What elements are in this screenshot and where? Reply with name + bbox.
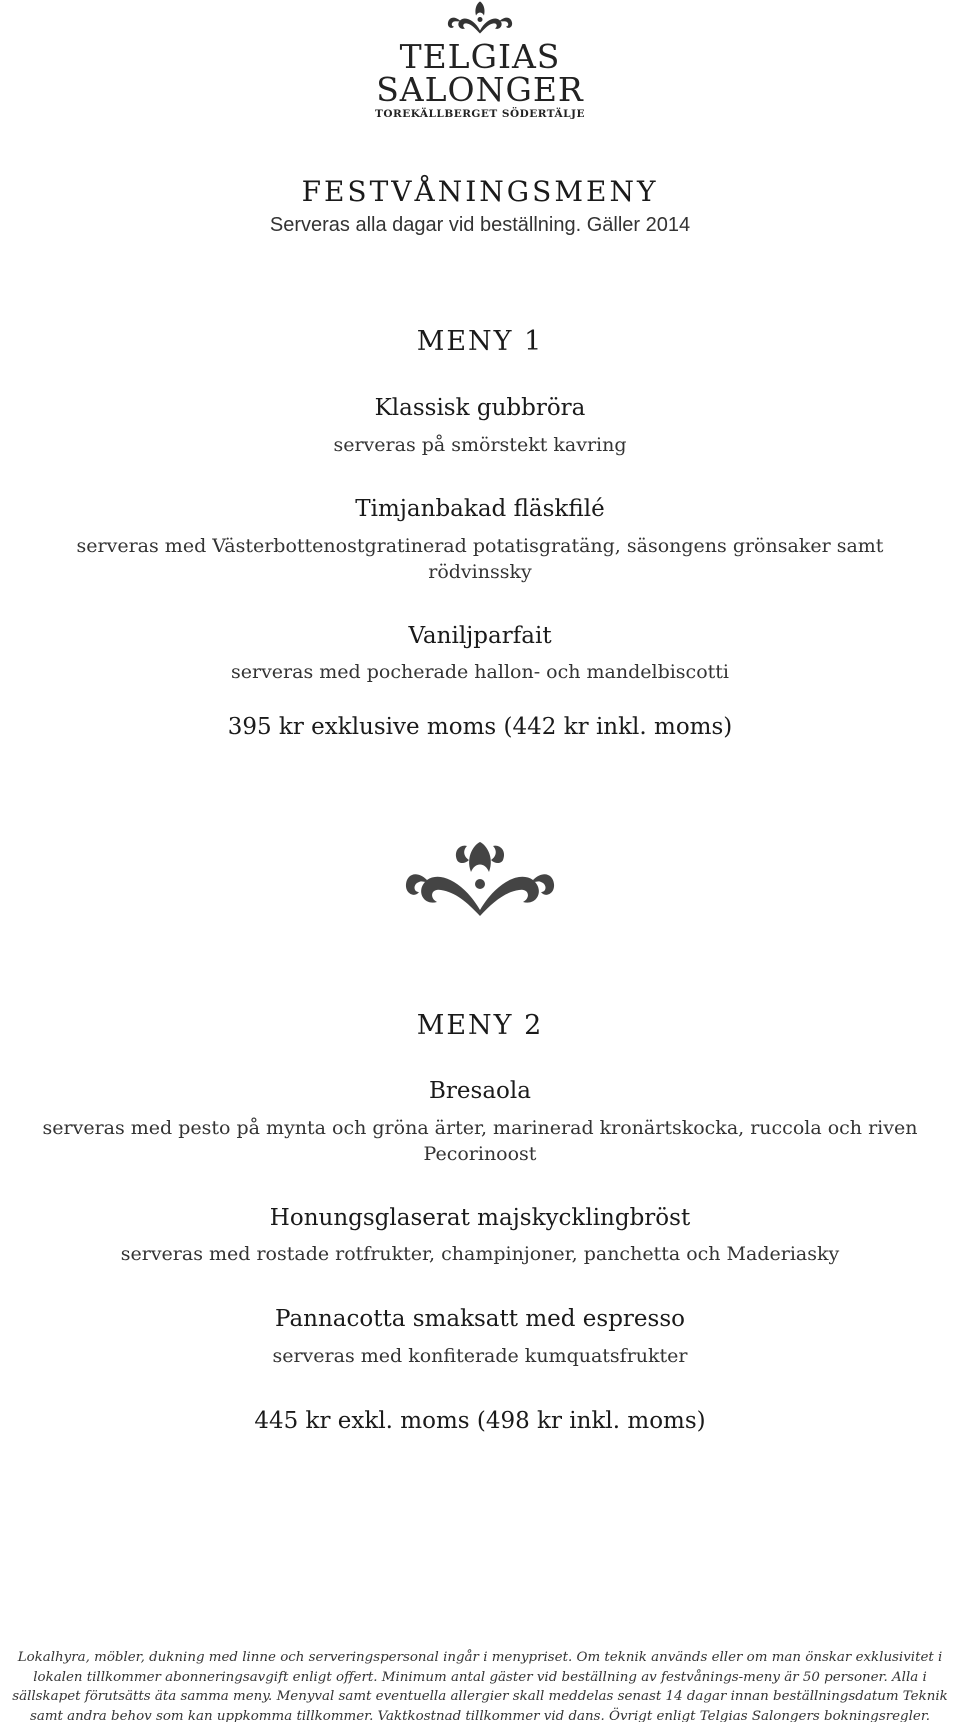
logo-name-line1: TELGIAS: [399, 37, 561, 76]
menu-1-dish-3: Vaniljparfait: [408, 623, 552, 649]
menu-2-desc-1: serveras med pesto på mynta och gröna ärter, marinerad kronärtskocka, ruccola och riven Pecorinoost: [42, 1117, 918, 1165]
flourish-ornament-icon: [445, 0, 515, 36]
menu-1-dish-2: Timjanbakad fläskfilé: [355, 496, 605, 522]
menu-2-dish-3: Pannacotta smaksatt med espresso: [275, 1306, 685, 1332]
logo-name-line2: SALONGER: [376, 70, 584, 109]
menu-2-desc-3: serveras med konfiterade kumquatsfrukter: [272, 1345, 688, 1367]
menu-1-desc-3: serveras med pocherade hallon- och mandelbiscotti: [231, 661, 729, 683]
menu-2-price: 445 kr exkl. moms (498 kr inkl. moms): [254, 1408, 706, 1434]
logo-location: TOREKÄLLBERGET SÖDERTÄLJE: [375, 108, 585, 120]
page-title: FESTVÅNINGSMENY: [301, 175, 659, 208]
menu-1-heading: MENY 1: [416, 326, 544, 357]
menu-2-heading: MENY 2: [416, 1010, 544, 1041]
menu-1-dish-1: Klassisk gubbröra: [374, 395, 586, 421]
footer-terms: Lokalhyra, möbler, dukning med linne och serveringspersonal ingår i menypriset. Om teknik används eller om man önskar exklusivitet i lokalen tillkommer abonneringsavgift enligt offert. Minimum antal gäster vid beställning av festvånings-meny är 50 personer. Alla i sällskapet förutsätts äta samma meny. Menyval samt eventuella allergier skall meddelas senast 14 dagar innan beställningsdatum Teknik samt andra behov som kan uppkomma tillkommer. Vaktkostnad tillkommer vid dans. Övrigt enligt Telgias Salongers bokningsregler.: [12, 1650, 948, 1722]
menu-1-desc-1: serveras på smörstekt kavring: [333, 434, 627, 456]
menu-2-dish-1: Bresaola: [429, 1078, 531, 1104]
menu-2-dish-2: Honungsglaserat majskycklingbröst: [269, 1205, 691, 1231]
menu-2-desc-2: serveras med rostade rotfrukter, champinjoner, panchetta och Maderiasky: [120, 1243, 840, 1265]
flourish-divider-icon: [405, 840, 555, 916]
menu-1-price: 395 kr exklusive moms (442 kr inkl. moms): [227, 714, 733, 740]
menu-1-desc-2: serveras med Västerbottenostgratinerad potatisgratäng, säsongens grönsaker samt rödvinssky: [76, 535, 884, 583]
logo: [360, 0, 600, 122]
page-subtitle: Serveras alla dagar vid beställning. Gäller 2014: [269, 214, 691, 236]
